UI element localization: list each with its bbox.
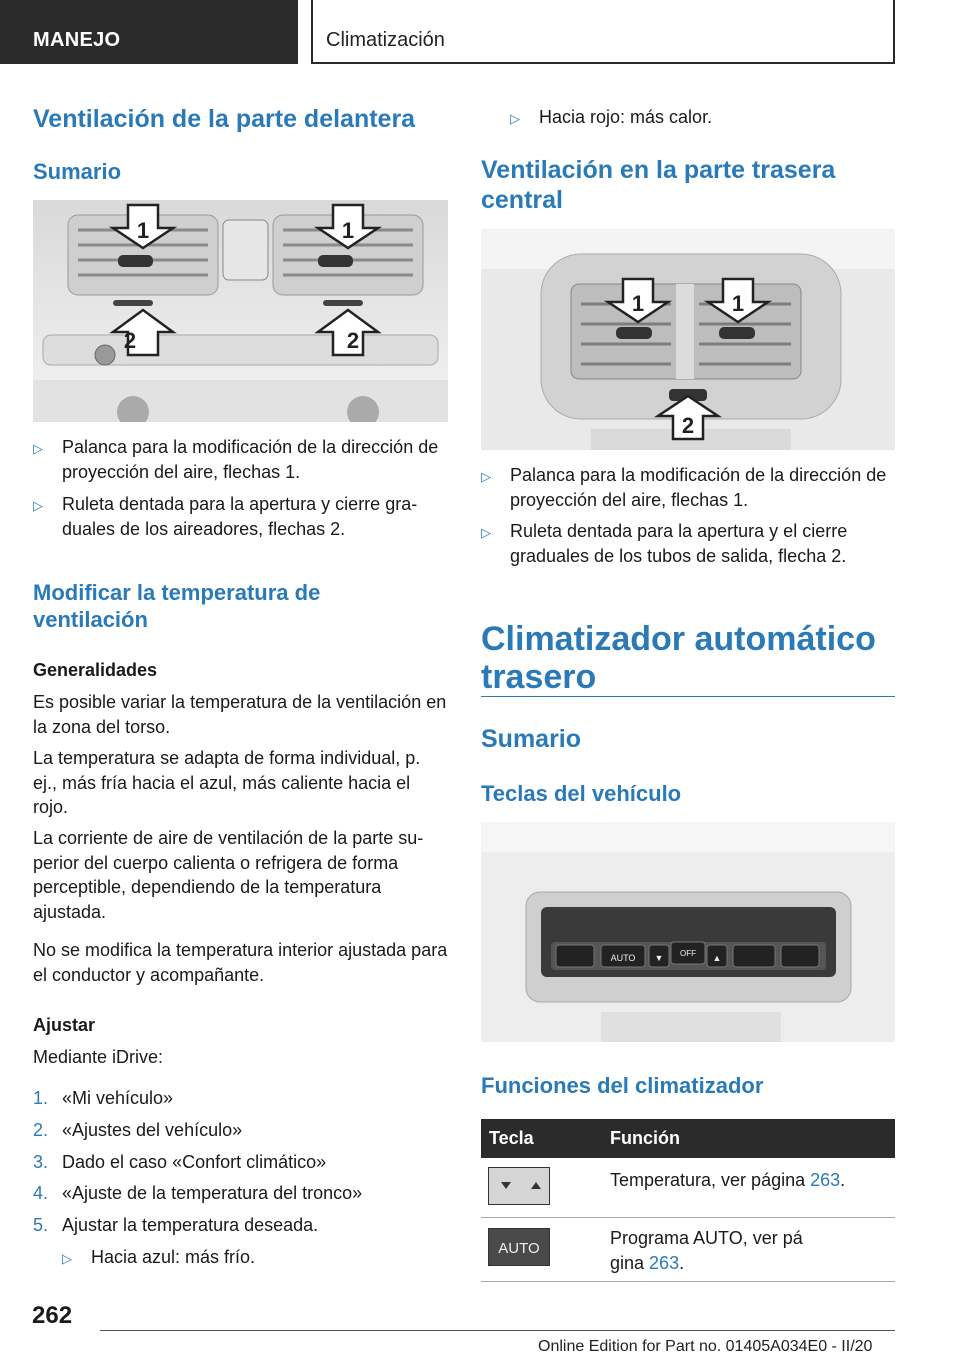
table-header <box>481 1119 895 1158</box>
list-item: ▷ Ruleta dentada para la apertura y el cierre graduales de los tubos de salida, flecha 2. <box>481 521 848 566</box>
triangle-bullet-icon: ▷ <box>33 498 43 513</box>
paragraph: No se modifica la temperatura interior ajustada para el conductor y acompañante. <box>33 940 448 985</box>
table-row <box>481 1158 895 1218</box>
column-header-key: Tecla <box>489 1128 534 1148</box>
list-item: ▷ Ruleta dentada para la apertura y cierre graduales de los aireadores, flechas 2. <box>33 494 418 539</box>
page-link[interactable]: 263 <box>810 1170 841 1190</box>
subheading: Ajustar <box>33 1015 96 1035</box>
footer-divider <box>100 1330 895 1331</box>
footer-edition: Online Edition for Part no. 01405A034E0 - II/20 <box>538 1338 873 1355</box>
paragraph: Es posible variar la temperatura de la ventilación en la zona del torso. <box>33 692 447 737</box>
list-item: ▷ Palanca para la modificación de la dirección de proyección del aire, flechas 1. <box>33 437 439 482</box>
page-number: 262 <box>32 1302 73 1329</box>
arrow-label-1a: 1 <box>136 218 150 243</box>
section-title: Ventilación de la parte delantera <box>33 105 416 133</box>
column-header-function: Función <box>610 1128 680 1148</box>
subsection-title: Teclas del vehículo <box>481 781 682 806</box>
arrow-label-2b: 2 <box>346 328 360 353</box>
paragraph: Mediante iDrive: <box>33 1047 164 1067</box>
triangle-bullet-icon: ▷ <box>510 111 520 126</box>
paragraph: La temperatura se adapta de forma individual, p. ej., más fría hacia el azul, más caliente hacia el rojo. <box>33 748 421 817</box>
paragraph: La corriente de aire de ventilación de la parte superior del cuerpo calienta o refrigera de forma perceptible, dependiendo de la temperatura ajustada. <box>33 828 424 922</box>
table-row <box>481 1218 895 1282</box>
subsection-title: Funciones del climatizador <box>481 1073 764 1098</box>
title-divider <box>481 696 895 697</box>
function-description: Temperatura, ver página 263. <box>610 1170 846 1190</box>
front-vents-photo <box>33 200 448 422</box>
function-description: Programa AUTO, ver pá gina 263. <box>610 1228 803 1273</box>
list-item: ▷ Hacia rojo: más calor. <box>510 105 712 130</box>
chapter-title: Climatizador automático trasero <box>481 620 876 696</box>
triangle-bullet-icon: ▷ <box>62 1251 72 1266</box>
chapter-label: Climatización <box>326 29 445 51</box>
arrow-label-2a: 2 <box>123 328 137 353</box>
auto-key-icon <box>488 1228 550 1266</box>
rear-climate-panel-photo <box>481 822 895 1042</box>
off-key-label: OFF <box>680 949 696 958</box>
arrow-label-1b: 1 <box>731 291 745 316</box>
svg-text:AUTO: AUTO <box>498 1240 540 1257</box>
arrow-label-1a: 1 <box>631 291 645 316</box>
temperature-keys-icon <box>488 1167 550 1205</box>
list-item: ▷ Palanca para la modificación de la dirección de proyección del aire, flechas 1. <box>481 465 887 510</box>
header-section-tab <box>0 0 298 64</box>
arrow-label-2: 2 <box>681 413 695 438</box>
section-label: MANEJO <box>33 29 121 51</box>
auto-key-label: AUTO <box>610 953 636 963</box>
page-link[interactable]: 263 <box>649 1252 680 1273</box>
header-chapter-tab <box>311 0 895 64</box>
subsection-title: Sumario <box>33 159 122 184</box>
arrow-label-1b: 1 <box>341 218 355 243</box>
subheading: Generalidades <box>33 660 158 680</box>
section-title: Ventilación en la parte trasera central <box>481 156 836 214</box>
svg-text:▲: ▲ <box>712 953 722 963</box>
triangle-bullet-icon: ▷ <box>481 469 491 484</box>
rear-vents-photo <box>481 229 895 450</box>
svg-text:▼: ▼ <box>654 953 664 963</box>
list-item: ▷ Hacia azul: más frío. <box>62 1245 255 1270</box>
subsection-title: Modificar la temperatura de ventilación <box>33 580 321 632</box>
subsection-title: Sumario <box>481 725 582 753</box>
triangle-bullet-icon: ▷ <box>33 441 43 456</box>
triangle-bullet-icon: ▷ <box>481 525 491 540</box>
functions-table <box>481 1119 895 1282</box>
